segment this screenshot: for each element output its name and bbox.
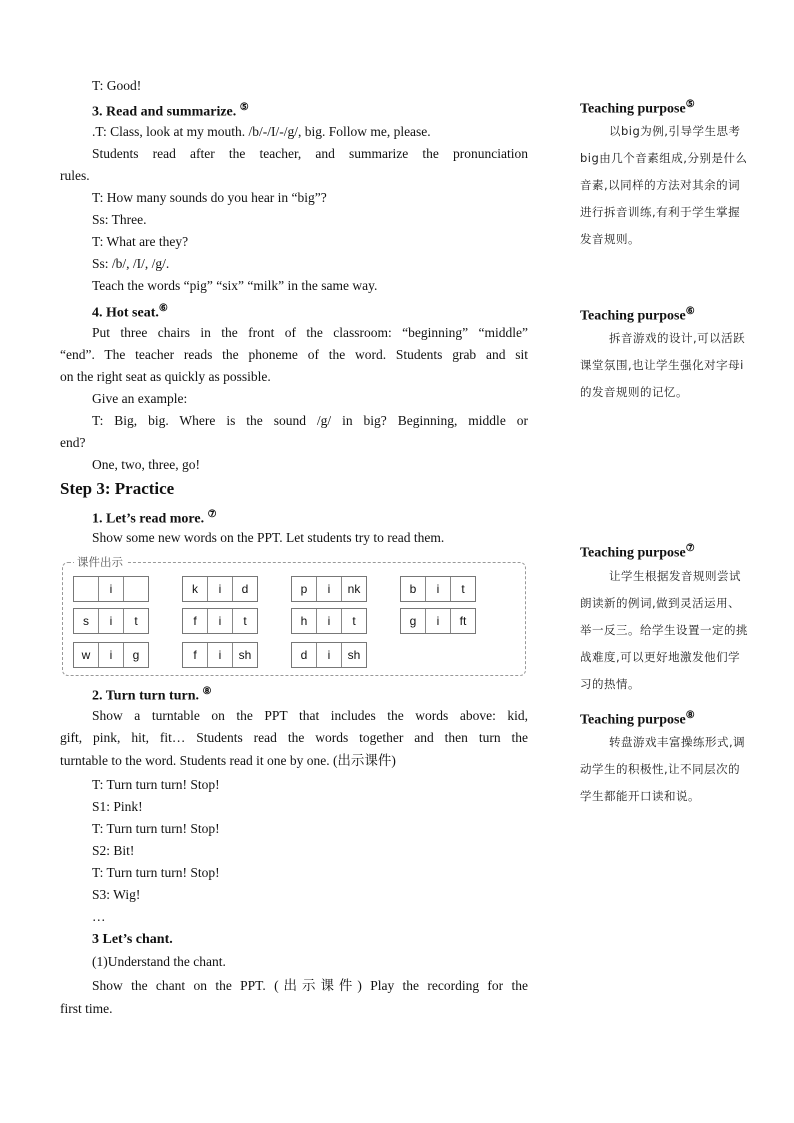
letter-cell: i <box>208 577 233 601</box>
step-heading: Step 3: Practice <box>60 479 175 498</box>
text-line: Show some new words on the PPT. Let students try to read them. <box>92 530 445 545</box>
letter-cell: d <box>292 643 317 667</box>
letter-cell: sh <box>347 648 361 662</box>
text-line: T: How many sounds do you hear in “big”? <box>92 190 327 205</box>
text-line: S3: Wig! <box>92 887 141 902</box>
letter-cell: g <box>401 609 426 633</box>
word-card <box>73 642 149 668</box>
text-line: “end”. The teacher reads the phoneme of the word. Students grab and sit <box>60 347 528 362</box>
letter-cell: f <box>183 609 208 633</box>
text-line: T: Turn turn turn! Stop! <box>92 821 220 836</box>
letter-cell: t <box>134 614 138 628</box>
text-line: Show the chant on the PPT. (出示课件) Play the recording for the <box>92 978 528 993</box>
letter-cell: i <box>208 643 233 667</box>
letter-cell: k <box>183 577 208 601</box>
word-card <box>182 576 258 602</box>
text-line: (1)Understand the chant. <box>92 954 226 969</box>
letter-cell <box>124 577 148 601</box>
text-line: Give an example: <box>92 391 188 406</box>
word-card <box>73 608 149 634</box>
text-line: One, two, three, go! <box>92 457 200 472</box>
letter-cell: i <box>99 643 124 667</box>
letter-cell <box>74 577 99 601</box>
letter-cell: i <box>317 643 342 667</box>
teaching-purpose-heading: Teaching purpose⑥ <box>580 306 695 324</box>
text-line: first time. <box>60 1001 113 1016</box>
text-line: S1: Pink! <box>92 799 143 814</box>
letter-cell: t <box>243 614 247 628</box>
teaching-purpose-text: 让学生根据发音规则尝试朗读新的例词,做到灵活运用、举一反三。给学生设置一定的挑战难度,可以更好地激发他们学习的热情。 <box>580 569 748 691</box>
letter-cell: i <box>99 577 124 601</box>
text-line: Teach the words “pig” “six” “milk” in the same way. <box>92 278 378 293</box>
text-line: rules. <box>60 168 90 183</box>
text-line: T: Big, big. Where is the sound /g/ in big? Beginning, middle or <box>92 413 528 428</box>
text-line: Students read after the teacher, and summarize the pronunciation <box>92 146 528 161</box>
word-card <box>182 608 258 634</box>
text-line: turntable to the word. Students read it one by one. (出示课件) <box>60 753 396 768</box>
courseware-label: 课件出示 <box>74 554 126 570</box>
word-card <box>400 576 476 602</box>
text-line: .T: Class, look at my mouth. /b/-/I/-/g/, big. Follow me, please. <box>92 124 431 139</box>
teaching-purpose-heading: Teaching purpose⑦ <box>580 543 695 561</box>
text-line: T: Turn turn turn! Stop! <box>92 865 220 880</box>
letter-cell: ft <box>459 614 467 628</box>
letter-cell: i <box>426 577 451 601</box>
word-card <box>291 642 367 668</box>
text-line: end? <box>60 435 86 450</box>
word-card <box>73 576 149 602</box>
text-line: T: Good! <box>92 78 142 93</box>
letter-cell: p <box>292 577 317 601</box>
text-line: on the right seat as quickly as possible. <box>60 369 271 384</box>
text-line: T: What are they? <box>92 234 189 249</box>
text-line: Ss: /b/, /I/, /g/. <box>92 256 170 271</box>
letter-cell: nk <box>347 582 361 596</box>
letter-cell: i <box>208 609 233 633</box>
text-line: Put three chairs in the front of the classroom: “beginning” “middle” <box>92 325 528 340</box>
word-card <box>291 576 367 602</box>
letter-cell: d <box>241 582 249 596</box>
letter-cell: t <box>352 614 356 628</box>
teaching-purpose-text: 拆音游戏的设计,可以活跃课堂氛围,也让学生强化对字母i的发音规则的记忆。 <box>580 331 746 399</box>
letter-cell: g <box>132 648 140 662</box>
letter-cell: i <box>426 609 451 633</box>
letter-cell: w <box>74 643 99 667</box>
section-heading: 1. Let’s read more. ⑦ <box>92 509 217 527</box>
teaching-purpose-text: 以big为例,引导学生思考big由几个音素组成,分别是什么音素,以同样的方法对其余的词进行拆音训练,有利于学生掌握发音规则。 <box>580 124 748 246</box>
teaching-purpose-heading: Teaching purpose⑧ <box>580 710 695 728</box>
text-line: gift, pink, hit, fit… Students read the words together and then turn the <box>60 730 528 745</box>
letter-cell: f <box>183 643 208 667</box>
section-heading: 4. Hot seat.⑥ <box>92 303 168 321</box>
letter-cell: i <box>317 577 342 601</box>
letter-cell: s <box>74 609 99 633</box>
section-heading: 3 Let’s chant. <box>92 932 173 947</box>
text-line: Ss: Three. <box>92 212 147 227</box>
letter-cell: sh <box>238 648 252 662</box>
letter-cell: i <box>317 609 342 633</box>
text-line: … <box>92 909 106 924</box>
word-card <box>182 642 258 668</box>
text-line: S2: Bit! <box>92 843 135 858</box>
teaching-purpose-text: 转盘游戏丰富操练形式,调动学生的积极性,让不同层次的学生都能开口读和说。 <box>580 735 746 803</box>
teaching-purpose-heading: Teaching purpose⑤ <box>580 99 695 117</box>
letter-cell: h <box>292 609 317 633</box>
section-heading: 3. Read and summarize. ⑤ <box>92 102 249 120</box>
word-card <box>291 608 367 634</box>
letter-cell: i <box>99 609 124 633</box>
letter-cell: b <box>401 577 426 601</box>
text-line: T: Turn turn turn! Stop! <box>92 777 220 792</box>
word-card <box>400 608 476 634</box>
section-heading: 2. Turn turn turn. ⑧ <box>92 686 212 704</box>
letter-cell: t <box>461 582 465 596</box>
text-line: Show a turntable on the PPT that includes the words above: kid, <box>92 708 528 723</box>
